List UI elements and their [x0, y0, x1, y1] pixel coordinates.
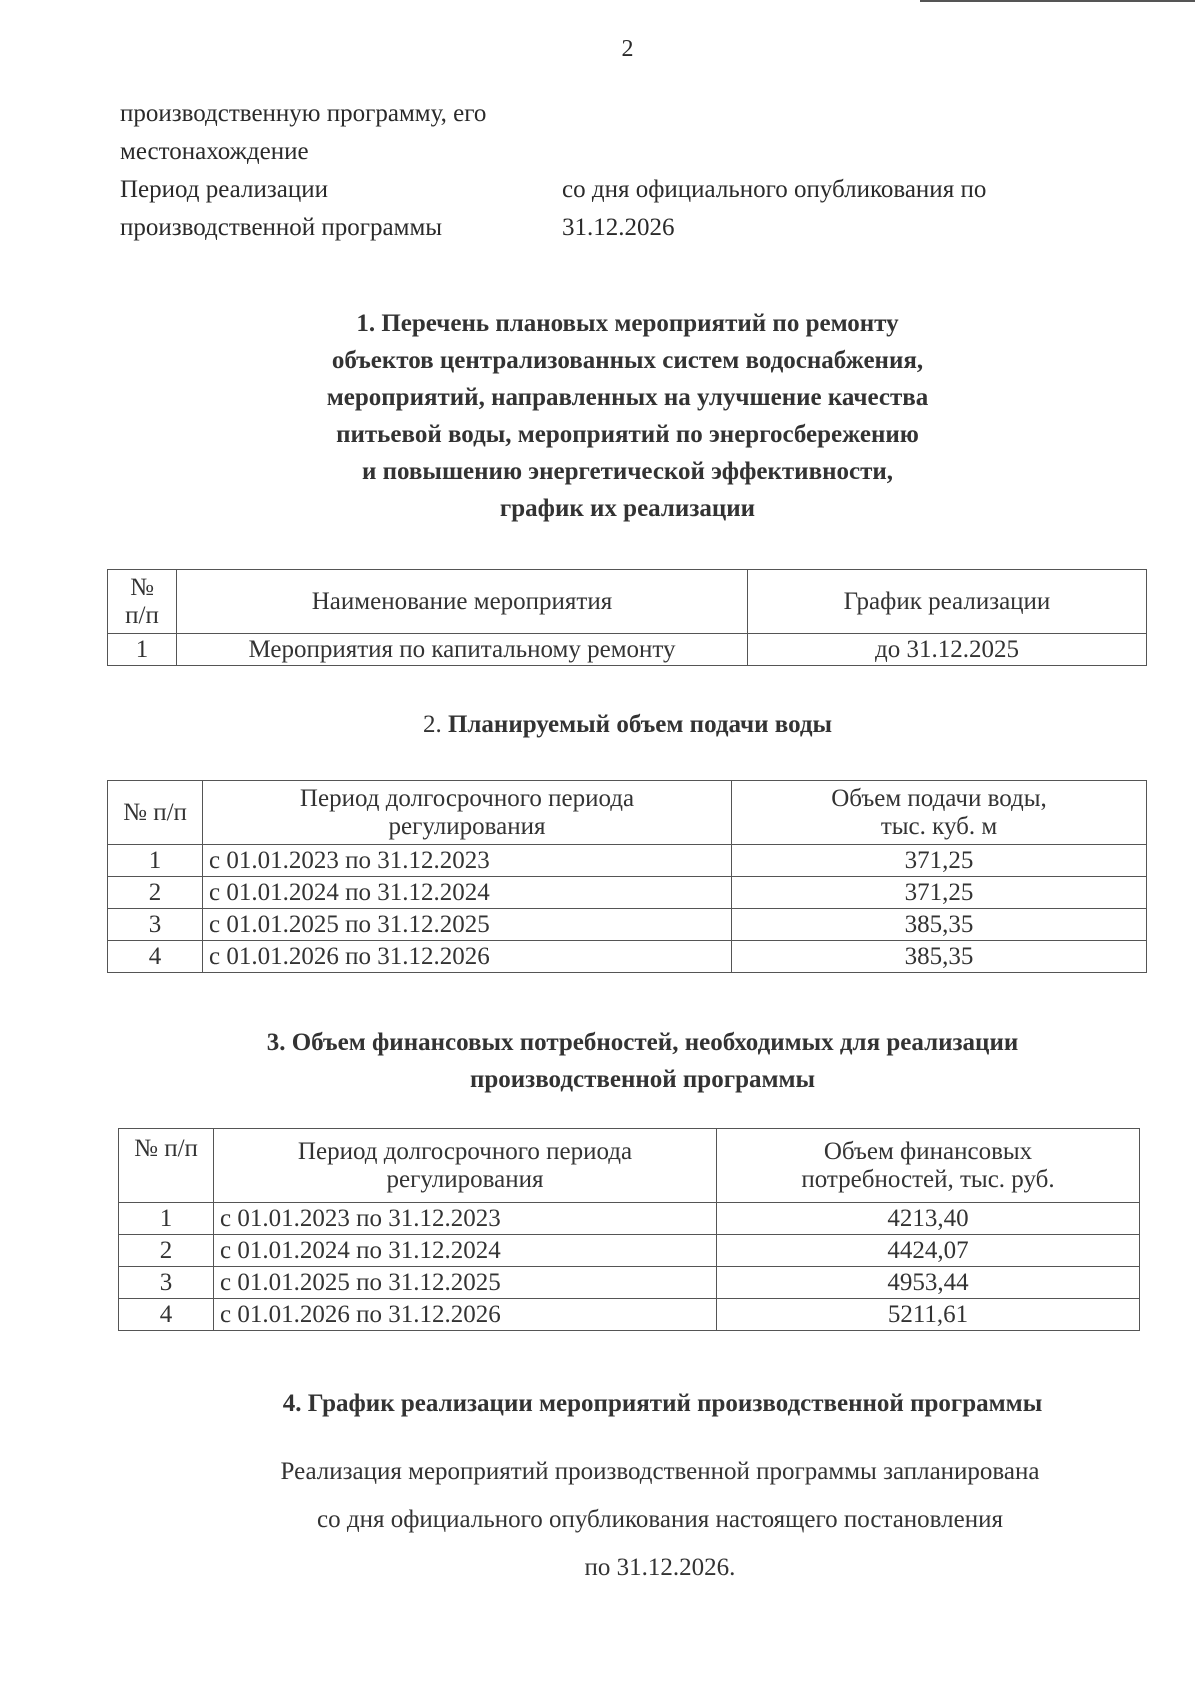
heading-number: 2.	[422, 711, 442, 738]
cell-period: с 01.01.2026 по 31.12.2026	[214, 1299, 717, 1331]
header-cell-no: № п/п	[119, 1129, 214, 1203]
cell-finance: 4953,44	[717, 1267, 1140, 1299]
header-volume-line1: Объем подачи воды,	[831, 784, 1047, 812]
table-row	[108, 909, 1147, 941]
cell-finance: 5211,61	[717, 1299, 1140, 1331]
intro-row	[120, 171, 1080, 209]
cell-name: Мероприятия по капитальному ремонту	[177, 634, 748, 666]
financial-needs-table	[118, 1128, 1140, 1331]
cell-no: 4	[108, 941, 203, 973]
intro-right	[562, 95, 1080, 133]
water-supply-table	[107, 780, 1147, 973]
table-row	[108, 941, 1147, 973]
section1-heading	[0, 305, 1200, 527]
intro-block	[120, 95, 1080, 247]
cell-volume: 371,25	[732, 845, 1147, 877]
cell-no: 1	[119, 1203, 214, 1235]
intro-left: местонахождение	[120, 138, 309, 165]
table-header-row	[108, 781, 1147, 845]
intro-left: Период реализации	[120, 176, 328, 203]
section3-heading	[0, 1024, 1200, 1098]
intro-right	[562, 133, 1080, 171]
heading-line: график их реализации	[499, 495, 756, 522]
heading-line: объектов централизованных систем водоснабжения,	[331, 347, 924, 374]
cell-no: 4	[119, 1299, 214, 1331]
header-period-line2: регулирования	[388, 812, 546, 840]
heading-line: и повышению энергетической эффективности,	[361, 458, 894, 485]
page-number: 2	[621, 36, 634, 62]
cell-period: с 01.01.2023 по 31.12.2023	[203, 845, 732, 877]
table-header-row	[119, 1129, 1140, 1203]
header-period-line1: Период долгосрочного периода	[297, 1137, 633, 1165]
table-row	[108, 845, 1147, 877]
table-row	[119, 1267, 1140, 1299]
intro-row	[120, 133, 1080, 171]
paragraph-line: со дня официального опубликования настоящего постановления	[317, 1506, 1003, 1533]
cell-period: с 01.01.2023 по 31.12.2023	[214, 1203, 717, 1235]
table-header-row	[108, 570, 1147, 634]
cell-volume: 385,35	[732, 941, 1147, 973]
header-finance-line2: потребностей, тыс. руб.	[801, 1165, 1055, 1193]
cell-period: с 01.01.2025 по 31.12.2025	[214, 1267, 717, 1299]
header-period-line1: Период долгосрочного периода	[299, 784, 635, 812]
scan-edge-line	[920, 0, 1195, 2]
cell-period: с 01.01.2024 по 31.12.2024	[214, 1235, 717, 1267]
cell-no: 3	[108, 909, 203, 941]
table-row	[119, 1203, 1140, 1235]
header-no-line2: п/п	[125, 601, 159, 629]
table-row	[119, 1299, 1140, 1331]
intro-row	[120, 209, 1080, 247]
header-period-line2: регулирования	[386, 1165, 544, 1193]
cell-no: 3	[119, 1267, 214, 1299]
cell-volume: 385,35	[732, 909, 1147, 941]
heading-text: Планируемый объем подачи воды	[447, 711, 833, 738]
header-volume-line2: тыс. куб. м	[880, 812, 998, 840]
header-cell-volume	[732, 781, 1147, 845]
cell-schedule: до 31.12.2025	[748, 634, 1147, 666]
header-no-line1: №	[130, 573, 154, 601]
cell-period: с 01.01.2025 по 31.12.2025	[203, 909, 732, 941]
heading-line: 1. Перечень плановых мероприятий по ремонту	[356, 310, 899, 337]
paragraph-line: Реализация мероприятий производственной программы запланирована	[280, 1458, 1040, 1485]
measures-table	[107, 569, 1147, 666]
intro-row	[120, 95, 1080, 133]
section4-paragraph	[0, 1448, 1200, 1592]
header-cell-finance	[717, 1129, 1140, 1203]
paragraph-line: по 31.12.2026.	[584, 1554, 736, 1581]
cell-no: 2	[108, 877, 203, 909]
header-cell-no	[108, 570, 177, 634]
header-cell-no: № п/п	[108, 781, 203, 845]
intro-right: 31.12.2026	[562, 214, 675, 241]
heading-line: производственной программы	[469, 1066, 816, 1093]
cell-no: 2	[119, 1235, 214, 1267]
section2-heading	[0, 706, 1200, 743]
section4-heading: 4. График реализации мероприятий производственной программы	[282, 1390, 1043, 1417]
header-cell-name: Наименование мероприятия	[177, 570, 748, 634]
intro-right: со дня официального опубликования по	[562, 176, 987, 203]
table-row	[108, 877, 1147, 909]
heading-line: питьевой воды, мероприятий по энергосбережению	[336, 421, 919, 448]
cell-no: 1	[108, 634, 177, 666]
heading-line: 3. Объем финансовых потребностей, необходимых для реализации	[266, 1029, 1019, 1056]
cell-finance: 4424,07	[717, 1235, 1140, 1267]
header-cell-schedule: График реализации	[748, 570, 1147, 634]
cell-finance: 4213,40	[717, 1203, 1140, 1235]
header-cell-period	[203, 781, 732, 845]
heading-line: мероприятий, направленных на улучшение качества	[326, 384, 929, 411]
table-row	[108, 634, 1147, 666]
table-row	[119, 1235, 1140, 1267]
header-finance-line1: Объем финансовых	[823, 1137, 1033, 1165]
cell-volume: 371,25	[732, 877, 1147, 909]
cell-no: 1	[108, 845, 203, 877]
intro-left: производственной программы	[120, 214, 443, 241]
cell-period: с 01.01.2024 по 31.12.2024	[203, 877, 732, 909]
header-cell-period	[214, 1129, 717, 1203]
intro-left: производственную программу, его	[120, 100, 487, 127]
cell-period: с 01.01.2026 по 31.12.2026	[203, 941, 732, 973]
